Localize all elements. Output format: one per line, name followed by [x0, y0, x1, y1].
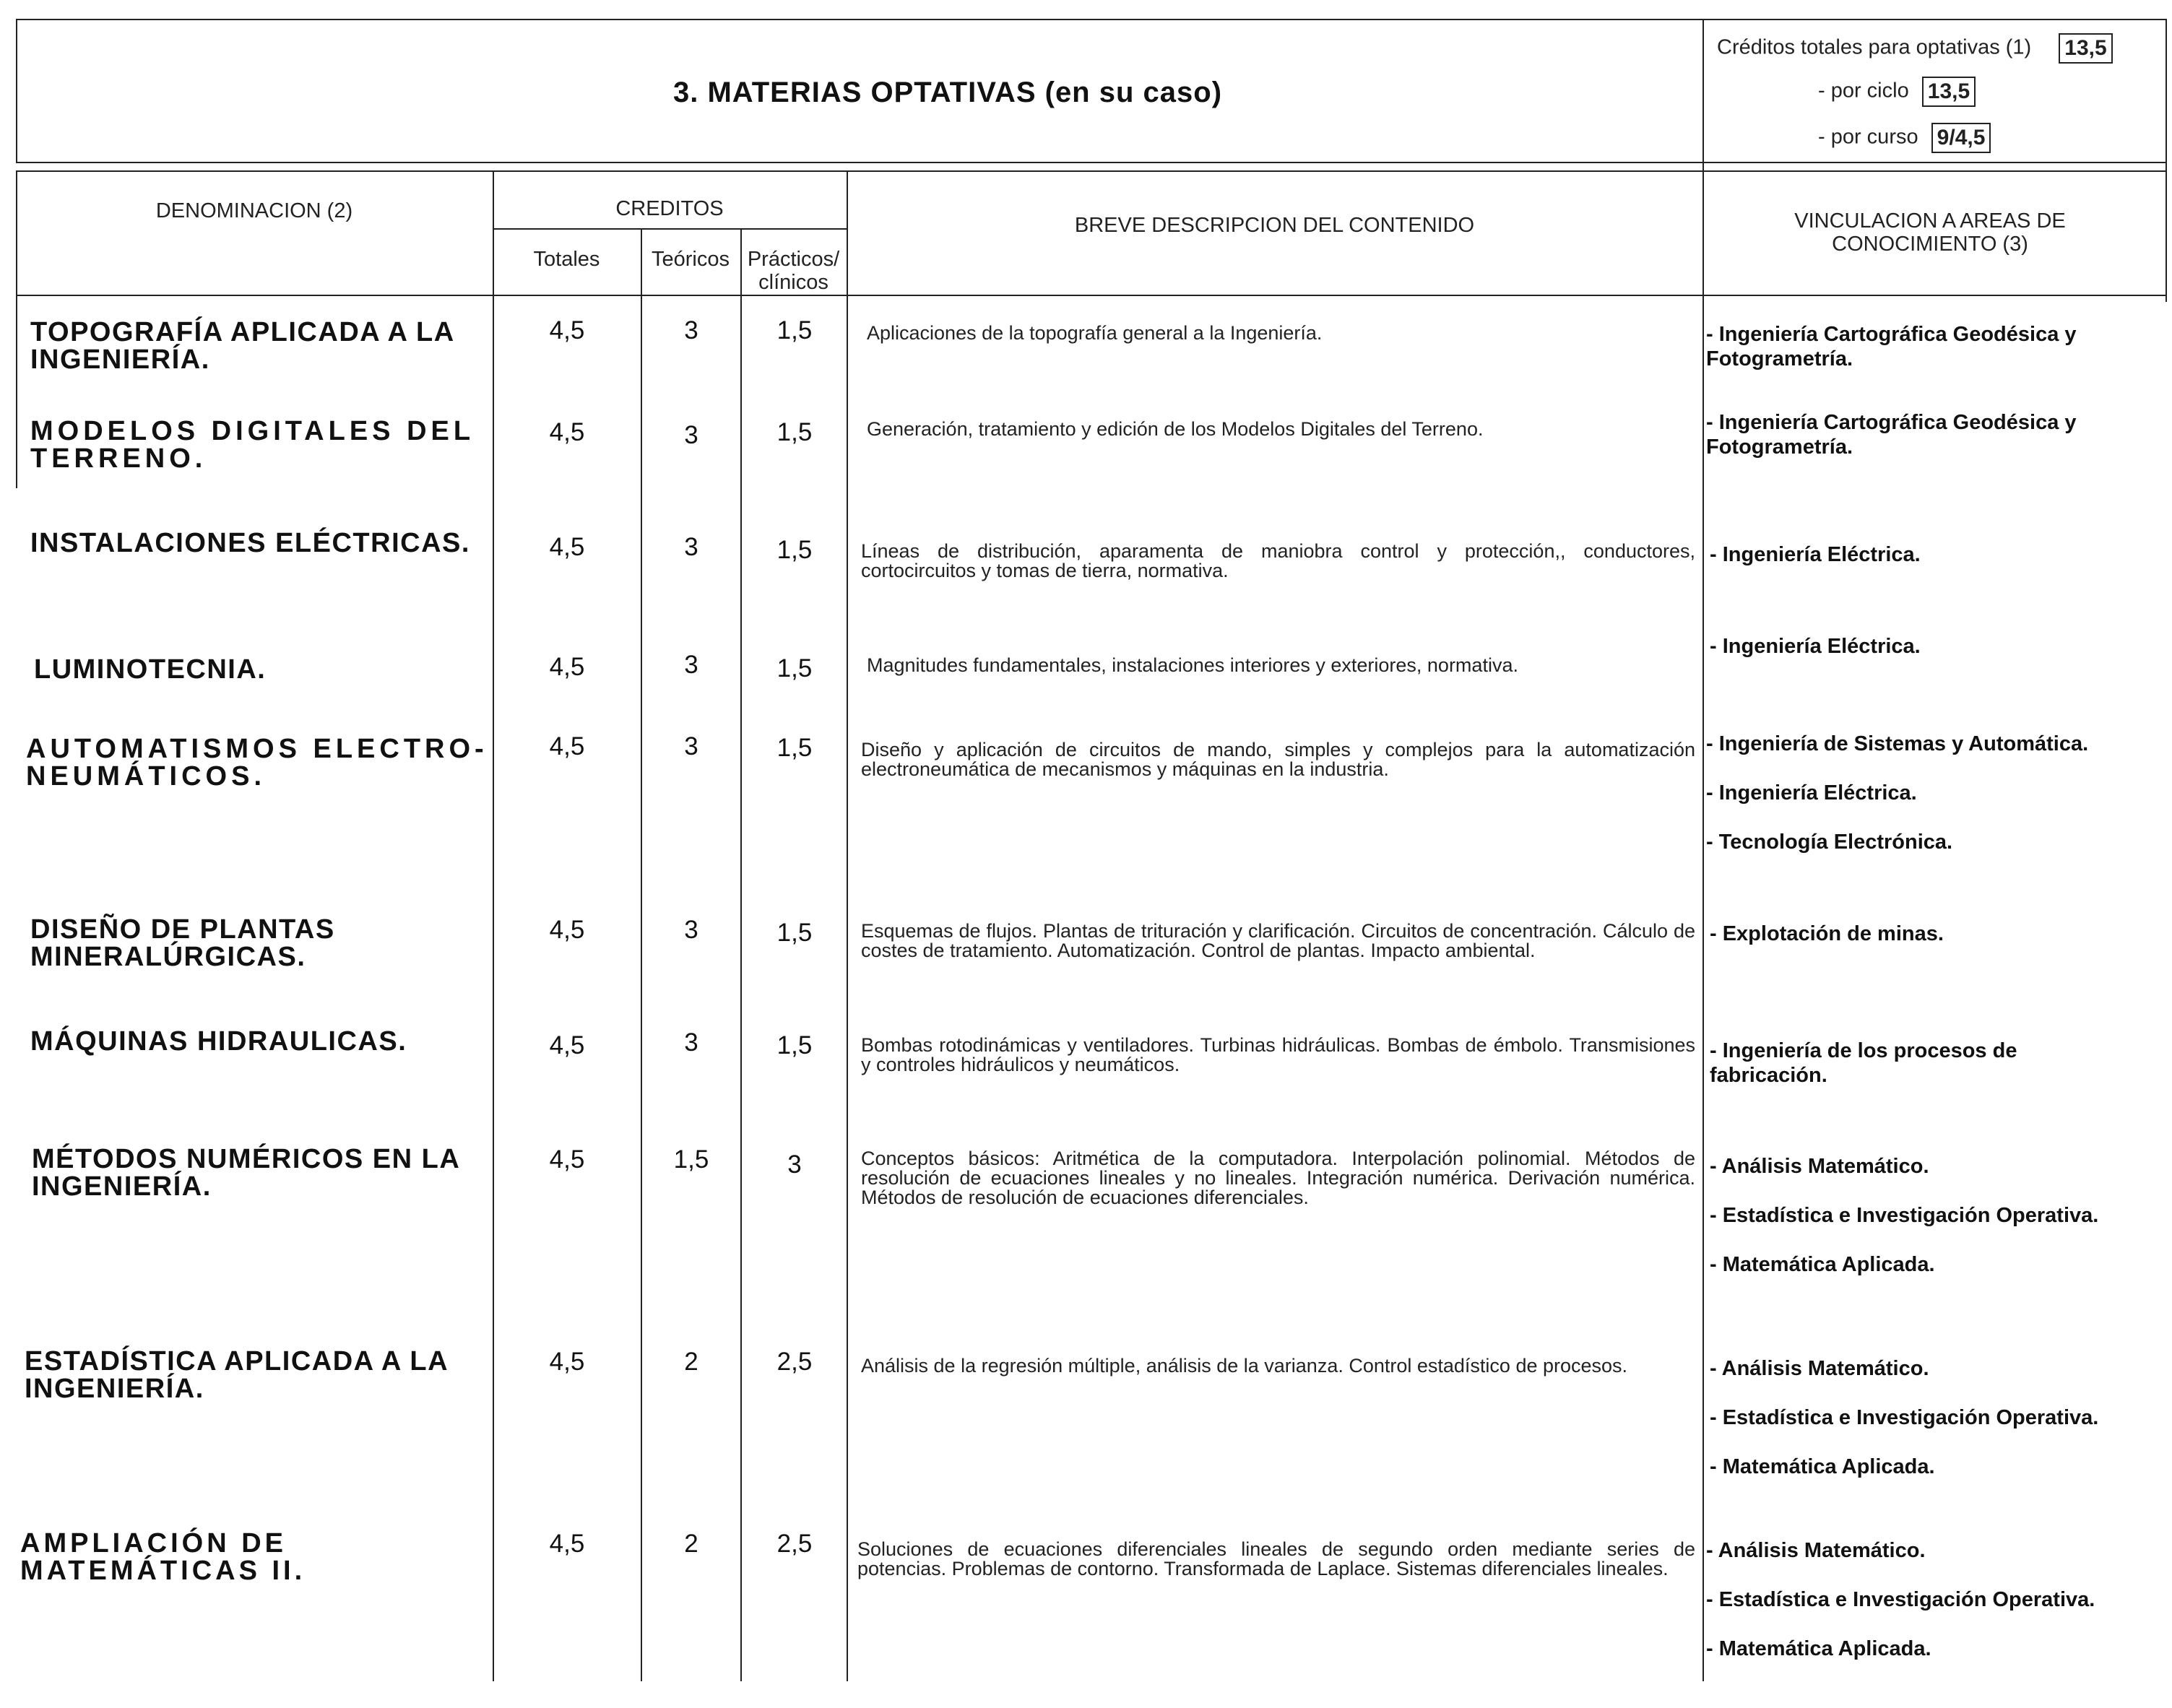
- subject-name: ESTADÍSTICA APLICADA A LA INGENIERÍA.: [25, 1346, 448, 1404]
- credits-practicos: 1,5: [776, 734, 813, 762]
- credits-teoricos: 3: [684, 651, 698, 679]
- credits-practicos: 1,5: [776, 919, 813, 947]
- knowledge-areas: [1706, 322, 2132, 396]
- subject-description: Diseño y aplicación de circuitos de mando, simples y complejos para la automatización electroneumática de mecanismos y máquinas en la industria.: [861, 739, 1695, 780]
- subject-name: AMPLIACIÓN DE MATEMÁTICAS II.: [20, 1528, 306, 1586]
- col-descripcion: BREVE DESCRIPCION DEL CONTENIDO: [1074, 214, 1475, 237]
- por-curso-label: - por curso: [1818, 125, 1918, 149]
- subject-description: Líneas de distribución, aparamenta de maniobra control y protección,, conductores, cortocircuitos y tomas de tierra, normativa.: [861, 540, 1695, 581]
- subject-description: Bombas rotodinámicas y ventiladores. Turbinas hidráulicas. Bombas de émbolo. Transmisiones y controles hidráulicos y neumáticos.: [861, 1034, 1695, 1075]
- area-item: - Ingeniería de Sistemas y Automática.: [1706, 732, 2089, 755]
- subject-description: Análisis de la regresión múltiple, análisis de la varianza. Control estadístico de procesos.: [861, 1355, 1628, 1377]
- area-item: - Ingeniería de los procesos de fabricación.: [1710, 1039, 2017, 1087]
- col-practicos: Prácticos/ clínicos: [747, 248, 840, 294]
- area-item: - Estadística e Investigación Operativa.: [1710, 1406, 2099, 1429]
- col-vinculacion: VINCULACION A AREAS DE CONOCIMIENTO (3): [1794, 209, 2066, 256]
- subject-name: MÁQUINAS HIDRAULICAS.: [30, 1026, 407, 1057]
- credits-teoricos: 3: [684, 421, 698, 449]
- knowledge-areas: [1706, 1538, 2111, 1686]
- knowledge-areas: [1706, 732, 2132, 879]
- knowledge-areas: [1710, 542, 2136, 591]
- subject-name: LUMINOTECNIA.: [34, 654, 267, 685]
- area-item: - Estadística e Investigación Operativa.: [1710, 1204, 2099, 1227]
- subject-description: Magnitudes fundamentales, instalaciones interiores y exteriores, normativa.: [867, 654, 1518, 676]
- subject-name: TOPOGRAFÍA APLICADA A LA INGENIERÍA.: [30, 317, 454, 375]
- credits-practicos: 2,5: [776, 1530, 813, 1558]
- section-title: 3. MATERIAS OPTATIVAS (en su caso): [673, 77, 1223, 108]
- credits-totales: 4,5: [549, 533, 585, 561]
- area-item: - Ingeniería Cartográfica Geodésica y Fotogrametría.: [1706, 323, 2077, 370]
- credits-totales: 4,5: [549, 916, 585, 944]
- area-item: - Análisis Matemático.: [1710, 1155, 1929, 1178]
- credits-practicos: 3: [787, 1150, 802, 1179]
- area-item: - Análisis Matemático.: [1710, 1357, 1929, 1380]
- area-item: - Ingeniería Eléctrica.: [1706, 781, 1917, 805]
- por-curso-value: 9/4,5: [1931, 123, 1991, 153]
- credits-totales: 4,5: [549, 732, 585, 760]
- subject-description: Generación, tratamiento y edición de los Modelos Digitales del Terreno.: [867, 418, 1484, 440]
- subject-description: Esquemas de flujos. Plantas de trituración y clarificación. Circuitos de concentración. Cálculo de costes de tratamiento. Automatización. Control de plantas. Impacto ambiental.: [861, 920, 1695, 961]
- credits-teoricos: 3: [684, 533, 698, 561]
- knowledge-areas: [1706, 410, 2132, 484]
- area-item: - Análisis Matemático.: [1706, 1539, 1926, 1562]
- credits-total-label: Créditos totales para optativas (1): [1717, 35, 2032, 59]
- area-item: - Tecnología Electrónica.: [1706, 831, 1953, 854]
- credits-teoricos: 1,5: [673, 1145, 709, 1174]
- knowledge-areas: [1710, 1356, 2114, 1504]
- credits-totales: 4,5: [549, 653, 585, 681]
- col-teoricos: Teóricos: [652, 248, 730, 271]
- area-item: - Ingeniería Cartográfica Geodésica y Fotogrametría.: [1706, 411, 2077, 459]
- area-item: - Ingeniería Eléctrica.: [1710, 635, 1921, 658]
- credits-practicos: 1,5: [776, 1031, 813, 1059]
- area-item: - Ingeniería Eléctrica.: [1710, 543, 1921, 566]
- credits-teoricos: 3: [684, 916, 698, 944]
- credits-practicos: 1,5: [776, 316, 813, 344]
- credits-practicos: 2,5: [776, 1348, 813, 1376]
- area-item: - Estadística e Investigación Operativa.: [1706, 1588, 2095, 1611]
- area-item: - Matemática Aplicada.: [1710, 1455, 1935, 1478]
- por-ciclo-label: - por ciclo: [1818, 79, 1909, 103]
- subject-name: MODELOS DIGITALES DEL TERRENO.: [30, 416, 475, 474]
- credits-teoricos: 2: [684, 1348, 698, 1376]
- credits-teoricos: 3: [684, 732, 698, 760]
- credits-teoricos: 3: [684, 1028, 698, 1057]
- credits-teoricos: 3: [684, 316, 698, 344]
- subject-description: Conceptos básicos: Aritmética de la computadora. Interpolación polinomial. Métodos de resolución de ecuaciones lineales y no lineales. Integración numérica. Derivación numérica. Métodos de resolución de ecuaciones diferenciales.: [861, 1148, 1695, 1208]
- credits-practicos: 1,5: [776, 654, 813, 682]
- credits-totales: 4,5: [549, 418, 585, 446]
- credits-totales: 4,5: [549, 1031, 585, 1059]
- knowledge-areas: [1710, 922, 2136, 971]
- document-page: [16, 19, 2167, 1689]
- col-totales: Totales: [533, 248, 600, 271]
- area-item: - Matemática Aplicada.: [1706, 1637, 1931, 1660]
- credits-totales: 4,5: [549, 1145, 585, 1174]
- area-item: - Explotación de minas.: [1710, 922, 1944, 945]
- knowledge-areas: [1710, 1039, 2071, 1112]
- area-item: - Matemática Aplicada.: [1710, 1253, 1935, 1276]
- subject-name: DISEÑO DE PLANTAS MINERALÚRGICAS.: [30, 914, 335, 972]
- subject-name: MÉTODOS NUMÉRICOS EN LA INGENIERÍA.: [32, 1144, 459, 1202]
- credits-totales: 4,5: [549, 1530, 585, 1558]
- credits-total-value: 13,5: [2059, 33, 2112, 64]
- credits-teoricos: 2: [684, 1530, 698, 1558]
- credits-totales: 4,5: [549, 1348, 585, 1376]
- credits-totales: 4,5: [549, 316, 585, 344]
- subject-description: Soluciones de ecuaciones diferenciales lineales de segundo orden mediante series de potencias. Problemas de contorno. Transformada de Laplace. Sistemas diferenciales lineales.: [857, 1538, 1695, 1579]
- credits-practicos: 1,5: [776, 418, 813, 446]
- knowledge-areas: [1710, 1154, 2114, 1301]
- credits-summary: [1717, 33, 2165, 162]
- subject-name: AUTOMATISMOS ELECTRO-NEUMÁTICOS.: [26, 734, 488, 792]
- subject-name: INSTALACIONES ELÉCTRICAS.: [30, 528, 470, 558]
- por-ciclo-value: 13,5: [1922, 77, 1976, 107]
- credits-practicos: 1,5: [776, 536, 813, 564]
- subject-description: Aplicaciones de la topografía general a la Ingeniería.: [867, 322, 1323, 344]
- col-denominacion: DENOMINACION (2): [155, 199, 353, 222]
- knowledge-areas: [1710, 634, 2136, 683]
- col-creditos: CREDITOS: [615, 197, 724, 220]
